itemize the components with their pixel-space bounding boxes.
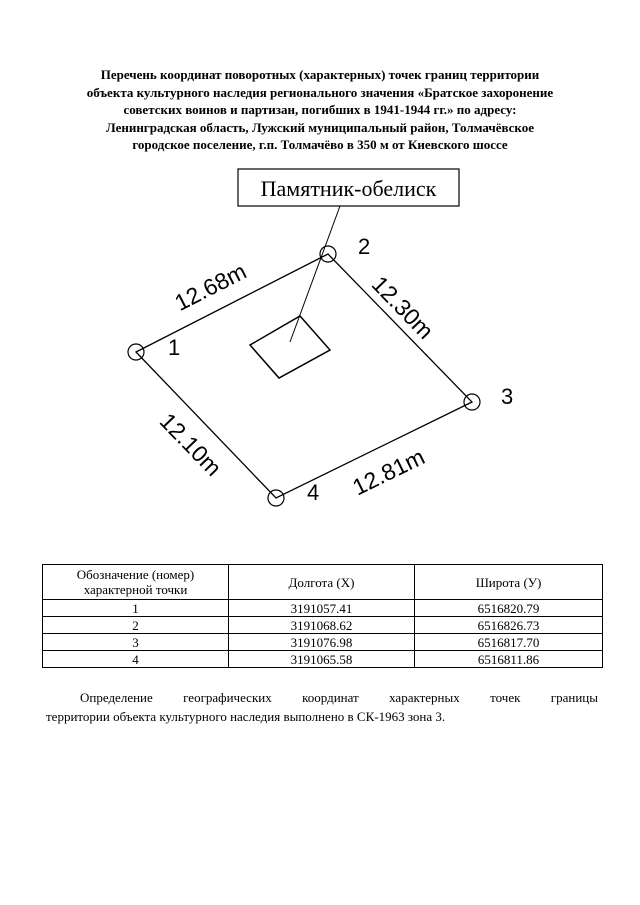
side-4-3-length: 12.81m [348, 443, 429, 501]
note-line-2: территории объекта культурного наследия выполнено в СК-1963 зона 3. [46, 709, 446, 724]
note-line-1: Определение географических координат характерных точек границы [80, 690, 598, 705]
table-row [43, 600, 603, 617]
cell-longitude: 3191065.58 [229, 651, 415, 668]
side-1-4-length: 12.10m [154, 407, 227, 482]
cell-point: 1 [43, 600, 229, 617]
header-longitude: Долгота (X) [229, 565, 415, 600]
point-4-label: 4 [307, 480, 320, 505]
coordinate-system-note [46, 688, 598, 726]
point-3-label: 3 [501, 384, 514, 409]
cell-longitude: 3191068.62 [229, 617, 415, 634]
table-row [43, 617, 603, 634]
cell-point: 4 [43, 651, 229, 668]
cell-latitude: 6516811.86 [415, 651, 603, 668]
point-2-label: 2 [358, 234, 371, 259]
side-2-3-length: 12.30m [366, 270, 439, 345]
side-1-2-length: 12.68m [170, 257, 251, 316]
cell-latitude: 6516817.70 [415, 634, 603, 651]
title-line-4: Ленинградская область, Лужский муниципальный район, Толмачёвское [105, 119, 535, 135]
table-row [43, 651, 603, 668]
cell-latitude: 6516820.79 [415, 600, 603, 617]
table-header-row [43, 565, 603, 600]
monument-footprint [250, 316, 330, 378]
leader-line [290, 206, 340, 342]
header-point-id: Обозначение (номер) характерной точки [43, 565, 229, 600]
title-line-2: объекта культурного наследия регионального значения «Братское захоронение [86, 84, 554, 100]
title-line-5: городское поселение, г.п. Толмачёво в 350 м от Киевского шоссе [132, 137, 508, 152]
cell-longitude: 3191076.98 [229, 634, 415, 651]
cell-point: 3 [43, 634, 229, 651]
point-1-label: 1 [168, 335, 181, 360]
title-line-3: советских воинов и партизан, погибших в 1941-1944 гг.» по адресу: [123, 102, 517, 117]
monument-label: Памятник-обелиск [260, 176, 437, 201]
cell-point: 2 [43, 617, 229, 634]
coordinates-table [42, 564, 603, 668]
title-line-1: Перечень координат поворотных (характерных) точек границ территории [100, 67, 540, 82]
cell-latitude: 6516826.73 [415, 617, 603, 634]
cell-longitude: 3191057.41 [229, 600, 415, 617]
table-row [43, 634, 603, 651]
header-latitude: Широта (У) [415, 565, 603, 600]
